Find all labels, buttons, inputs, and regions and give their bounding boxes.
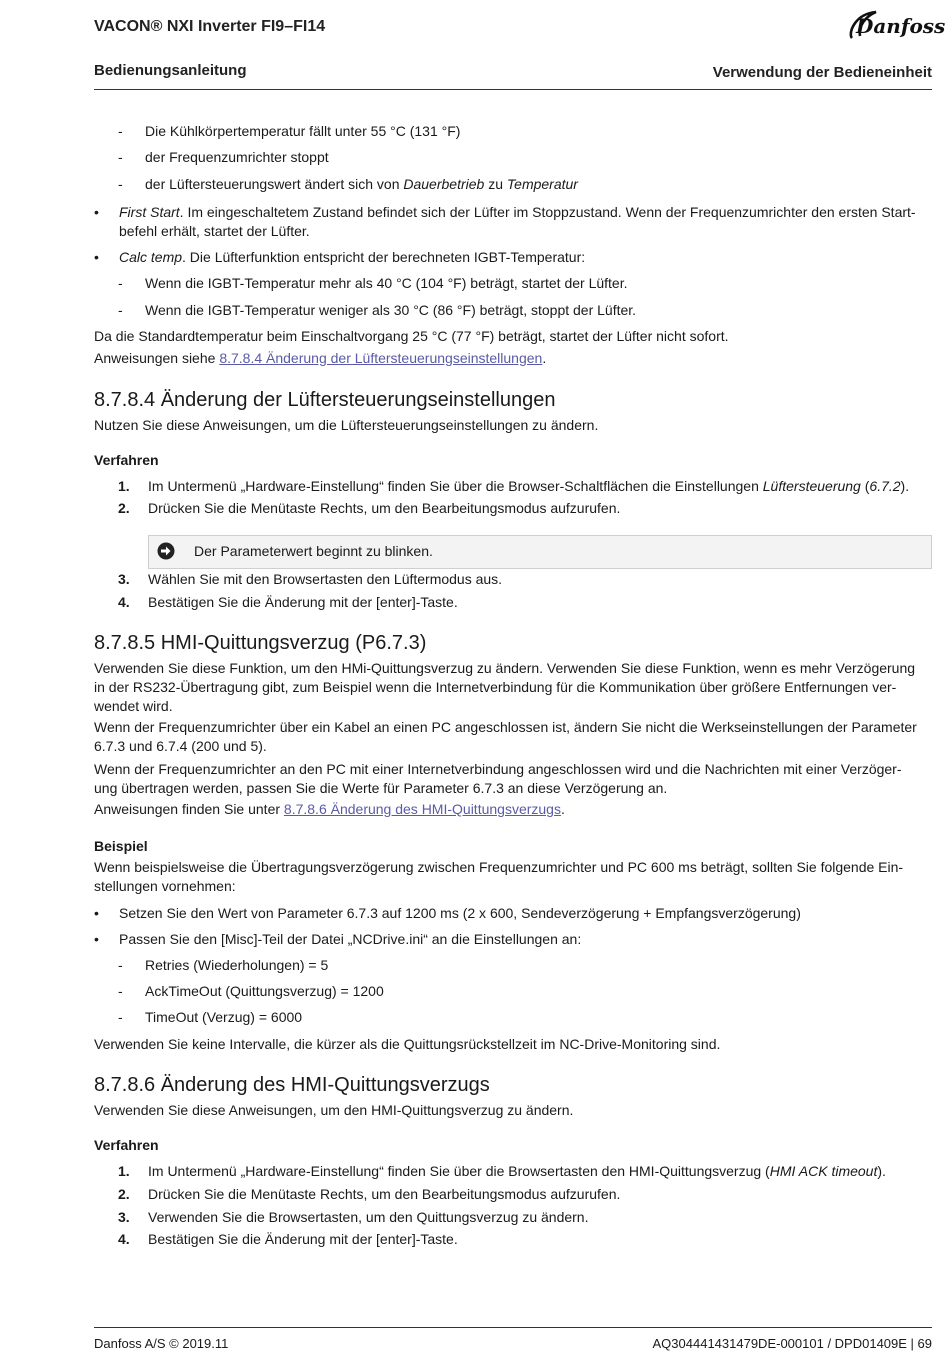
bullet-marker: • (94, 931, 99, 947)
step-text: Verwenden Sie die Browsertasten, um den Quittungsverzug zu ändern. (148, 1209, 589, 1225)
step-text: Drücken Sie die Menütaste Rechts, um den Bearbeitungsmodus aufzurufen. (148, 500, 621, 516)
step-number: 2. (118, 1186, 130, 1202)
list-item: Calc temp. Die Lüfterfunktion entspricht der berechneten IGBT-Temperatur: (119, 249, 586, 265)
paragraph: Verwenden Sie diese Anweisungen, um den HMI-Quittungsverzug zu ändern. (94, 1102, 574, 1118)
dash-marker: - (118, 176, 123, 192)
step-number: 1. (118, 1163, 130, 1179)
bullet-marker: • (94, 204, 99, 220)
list-item: AckTimeOut (Quittungsverzug) = 1200 (145, 983, 384, 999)
step-number: 4. (118, 1231, 130, 1247)
dash-marker: - (118, 275, 123, 291)
paragraph: Da die Standardtemperatur beim Einschaltvorgang 25 °C (77 °F) beträgt, startet der Lüfter nicht sofort. (94, 328, 729, 344)
header-divider (94, 89, 932, 90)
step-number: 3. (118, 571, 130, 587)
paragraph: Anweisungen finden Sie unter 8.7.8.6 Änderung des HMI-Quittungsverzugs. (94, 801, 565, 817)
step-text: Wählen Sie mit den Browsertasten den Lüftermodus aus. (148, 571, 503, 587)
dash-marker: - (118, 957, 123, 973)
step-text: Bestätigen Sie die Änderung mit der [enter]-Taste. (148, 594, 458, 610)
paragraph: Anweisungen siehe 8.7.8.4 Änderung der Lüftersteuerungseinstellungen. (94, 350, 547, 366)
list-item: Passen Sie den [Misc]-Teil der Datei „NCDrive.ini“ an die Einstellungen an: (119, 931, 582, 947)
step-number: 1. (118, 478, 130, 494)
footer-divider (94, 1327, 932, 1328)
step-number: 2. (118, 500, 130, 516)
dash-marker: - (118, 983, 123, 999)
danfoss-logo (846, 8, 946, 42)
cross-reference-link[interactable]: 8.7.8.6 Änderung des HMI-Quittungsverzugs (283, 801, 561, 817)
step-number: 3. (118, 1209, 130, 1225)
document-title: VACON® NXI Inverter FI9–FI14 (94, 18, 326, 35)
cross-reference-link[interactable]: 8.7.8.4 Änderung der Lüftersteuerungseinstellungen (219, 350, 543, 366)
procedure-label: Verfahren (94, 1137, 159, 1153)
list-item: Wenn die IGBT-Temperatur mehr als 40 °C (104 °F) beträgt, startet der Lüfter. (145, 275, 628, 291)
svg-text:Danfoss: Danfoss (856, 14, 946, 38)
list-item: Die Kühlkörpertemperatur fällt unter 55 °C (131 °F) (145, 123, 461, 139)
dash-marker: - (118, 149, 123, 165)
list-item: Retries (Wiederholungen) = 5 (145, 957, 329, 973)
list-item: der Lüftersteuerungswert ändert sich von Dauerbetrieb zu Temperatur (145, 176, 578, 192)
arrow-right-circle-icon (157, 542, 175, 560)
step-text: Im Untermenü „Hardware-Einstellung“ finden Sie über die Browsertasten den HMI-Quittungsverzug (HMI ACK timeout). (148, 1163, 886, 1179)
bullet-marker: • (94, 249, 99, 265)
step-text: Bestätigen Sie die Änderung mit der [enter]-Taste. (148, 1231, 458, 1247)
list-item: First Start. Im eingeschaltetem Zustand befindet sich der Lüfter im Stoppzustand. Wenn der Frequenzumrichter den ersten Start- befehl erhält, startet der Lüfter. (119, 204, 916, 239)
section-heading: 8.7.8.5 HMI-Quittungsverzug (P6.7.3) (94, 632, 427, 654)
paragraph: Wenn beispielsweise die Übertragungsverzögerung zwischen Frequenzumrichter und PC 600 ms beträgt, sollten Sie folgende Ein- stellungen vornehmen: (94, 859, 904, 894)
paragraph: Verwenden Sie keine Intervalle, die kürzer als die Quittungsrückstellzeit im NC-Drive-Monitoring sind. (94, 1036, 721, 1052)
section-heading: 8.7.8.6 Änderung des HMI-Quittungsverzugs (94, 1074, 490, 1096)
header-right: Verwendung der Bedieneinheit (712, 64, 932, 81)
footer-right: AQ304441431479DE-000101 / DPD01409E | 69 (652, 1336, 932, 1351)
header-left: Bedienungsanleitung (94, 62, 247, 79)
paragraph: Wenn der Frequenzumrichter an den PC mit einer Internetverbindung angeschlossen wird und die Nachrichten mit einer Verzöger- ung übertragen werden, passen Sie die Werte für Parameter 6.7.3 an diese Verzögerung an. (94, 761, 902, 796)
bullet-marker: • (94, 905, 99, 921)
list-item: Wenn die IGBT-Temperatur weniger als 30 °C (86 °F) beträgt, stoppt der Lüfter. (145, 302, 637, 318)
paragraph: Nutzen Sie diese Anweisungen, um die Lüftersteuerungseinstellungen zu ändern. (94, 417, 599, 433)
note-text: Der Parameterwert beginnt zu blinken. (194, 543, 433, 559)
section-heading: 8.7.8.4 Änderung der Lüftersteuerungseinstellungen (94, 389, 556, 411)
list-item: der Frequenzumrichter stoppt (145, 149, 329, 165)
list-item: Setzen Sie den Wert von Parameter 6.7.3 auf 1200 ms (2 x 600, Sendeverzögerung + Empfangsverzögerung) (119, 905, 801, 921)
list-item: TimeOut (Verzug) = 6000 (145, 1009, 303, 1025)
paragraph: Verwenden Sie diese Funktion, um den HMi-Quittungsverzug zu ändern. Verwenden Sie diese Funktion, wenn es mehr Verzögerung in der RS232-Übertragung gibt, zum Beispiel wenn die Internetverbindung für die Kommunikation über größere Entfernungen ver- wendet wird. (94, 660, 916, 714)
step-text: Drücken Sie die Menütaste Rechts, um den Bearbeitungsmodus aufzurufen. (148, 1186, 621, 1202)
result-note (148, 535, 932, 569)
example-label: Beispiel (94, 838, 148, 854)
footer-left: Danfoss A/S © 2019.11 (94, 1336, 229, 1351)
dash-marker: - (118, 123, 123, 139)
paragraph: Wenn der Frequenzumrichter über ein Kabel an einen PC angeschlossen ist, ändern Sie nicht die Werkseinstellungen der Parameter 6.7.3 und 6.7.4 (200 und 5). (94, 719, 917, 754)
dash-marker: - (118, 1009, 123, 1025)
procedure-label: Verfahren (94, 452, 159, 468)
step-text: Im Untermenü „Hardware-Einstellung“ finden Sie über die Browser-Schaltflächen die Einstellungen Lüftersteuerung (6.7.2). (148, 478, 910, 494)
dash-marker: - (118, 302, 123, 318)
step-number: 4. (118, 594, 130, 610)
